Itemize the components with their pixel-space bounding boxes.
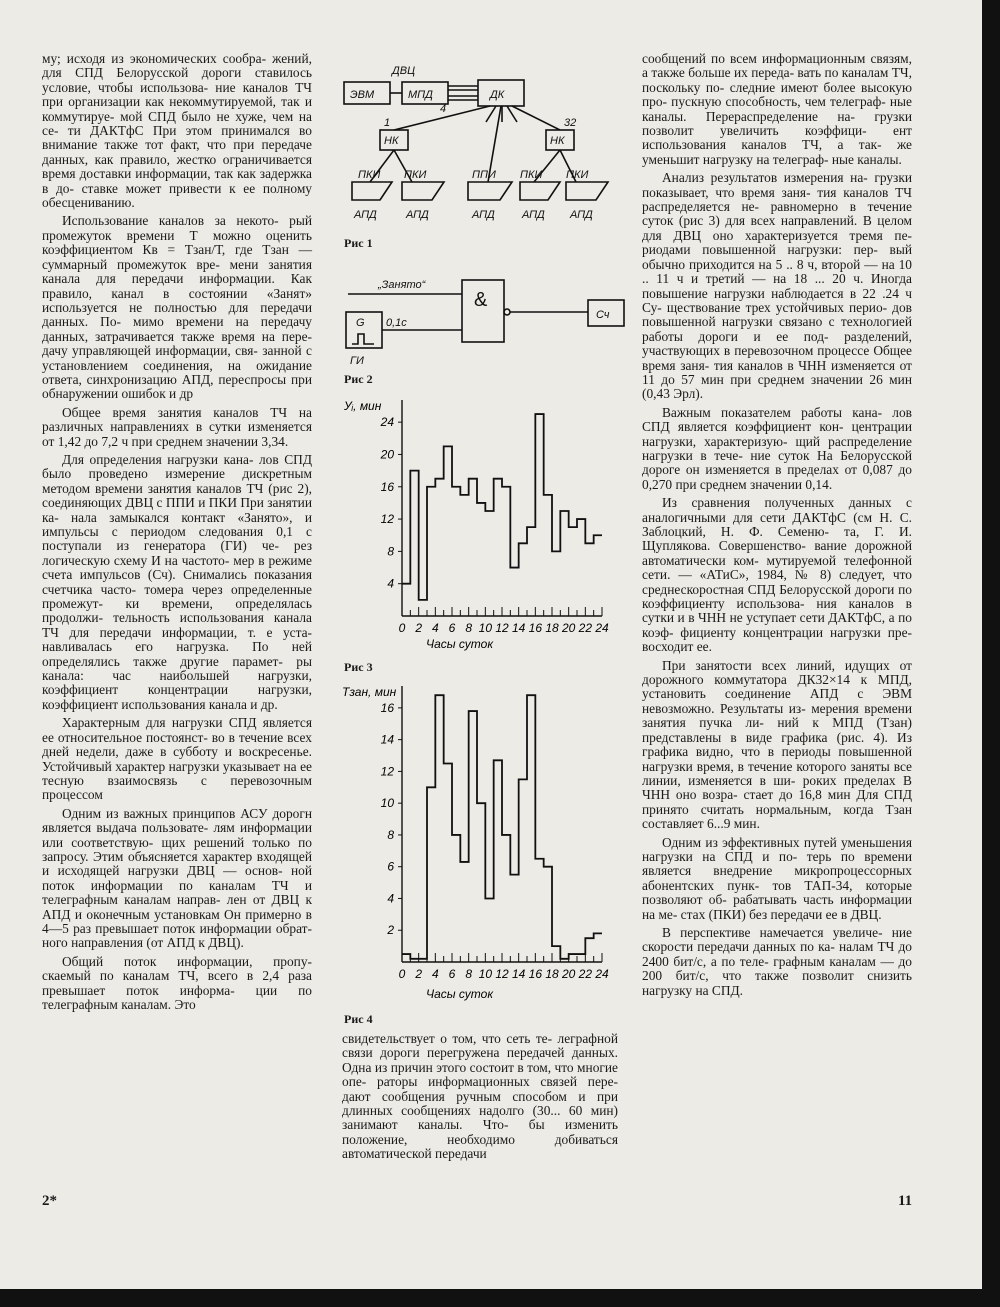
- nk-index-32: 32: [564, 117, 577, 129]
- terminal-label: ПКИ: [566, 169, 589, 181]
- terminal-label: ПКИ: [520, 169, 543, 181]
- right-text-column: [642, 52, 912, 1002]
- x-tick-label: 6: [448, 621, 456, 635]
- figure-3-load-chart: [340, 396, 620, 654]
- x-tick-label: 18: [545, 967, 559, 981]
- nk-index-1: 1: [384, 117, 391, 129]
- x-tick-label: 24: [595, 621, 609, 635]
- terminal-pki-1: [352, 182, 392, 200]
- terminal-pki-3: [520, 182, 560, 200]
- y-tick-label: 16: [380, 479, 394, 494]
- x-tick-label: 22: [578, 621, 593, 635]
- x-axis-label: Часы суток: [426, 637, 493, 651]
- x-tick-label: 8: [465, 967, 473, 981]
- period-label: 0,1с: [386, 317, 407, 329]
- y-tick-label: 24: [380, 415, 394, 430]
- gate-output: [504, 309, 510, 315]
- paragraph: сообщений по всем информационным связям, а также больше их переда- вать по каналам ТЧ, поскольку по- следние имеют более высокую про- пускную способность, чем телеграф- ные каналы. Перераспределение на- грузки позволит увеличить коэффици- ент использования каналов ТЧ, а так- же уменьшит нагрузку на телеграф- ные каналы.: [642, 51, 912, 167]
- dvc-label: ДВЦ: [392, 65, 416, 77]
- figure-2-caption: Рис 2: [344, 372, 373, 386]
- y-tick-label: 6: [387, 859, 394, 874]
- y-tick-label: 2: [387, 923, 394, 938]
- paragraph: му; исходя из экономических сообра- жений, для СПД Белорусской дороги ставилось условие, чтобы использова- ние каналов ТЧ при организации как некоммутируемой, так и коммутируе- мой СПД было не хуже, чем на се- ти ДАКТфС При этом принимался во внимание также тот факт, что при передаче данных, как правило, жестко ограничивается время доставки информации, так как задержка в до- ставке может привести к ее полному обесцениванию.: [42, 51, 312, 211]
- x-tick-label: 0: [398, 621, 406, 635]
- x-tick-label: 16: [528, 621, 543, 635]
- left-text-column: [42, 52, 312, 1016]
- page-number: 11: [898, 1193, 913, 1209]
- x-tick-label: 6: [448, 967, 456, 981]
- x-tick-label: 20: [561, 621, 576, 635]
- paragraph: Одним из важных принципов АСУ дорогн является выдача пользовате- лям информации или соответствую- щих решений только по запросу. Этим объясняется характер входящей и исходящей нагрузки ДВЦ — основ- ной поток информации по каналам ТЧ и телеграфным каналам направ- лен от ДВЦ к АПД и оконечным установкам Он примерно в 4—5 раз превышает поток информации обрат- ного направления (от АПД к ДВЦ).: [42, 805, 312, 951]
- x-tick-label: 22: [578, 967, 593, 981]
- paragraph: Одним из эффективных путей уменьшения нагрузки на СПД и по- терь по времени является внедрение микропроцессорных абонентских пунк- тов ТАП-34, которые позволяют об- рабатывать часть информации на ме- стах (ПКИ) без передачи ее в ДВЦ.: [642, 834, 912, 922]
- x-tick-label: 2: [415, 967, 423, 981]
- apd-label: АПД: [522, 209, 545, 221]
- x-tick-label: 20: [561, 967, 576, 981]
- x-tick-label: 24: [595, 967, 609, 981]
- book-spine: [982, 0, 1000, 1307]
- terminal-pki-4: [566, 182, 608, 200]
- y-tick-label: 20: [380, 447, 394, 462]
- apd-label: АПД: [406, 209, 429, 221]
- figure-1-network-diagram: [340, 58, 630, 228]
- x-tick-label: 18: [545, 621, 559, 635]
- figure-4-busy-time-chart: [340, 682, 620, 1006]
- line-count-4: 4: [440, 103, 447, 115]
- paragraph: Для определения нагрузки кана- лов СПД было проведено измерение дискретным методом времени занятия каналов ТЧ (рис 2), соединяющих ДВЦ с ППИ и ПКИ При занятии ка- нала замыкался контакт «Занято», и импульсы с периодом следования 0,1 с поступали из генератора (ГИ) че- рез логическую схему И на частото- мер в режиме счета импульсов (Сч). Снимались показания счетчика часто- томера через определенные промежут- ки времени, определялась продолжи- тельность использования канала ТЧ для передачи информации, т. е уста- навливалась его нагрузка. По ней определялись также другие парамет- ры канала: час наибольшей нагрузки, коэффициент концентрации нагрузки, коэффициент использования канала и др.: [42, 451, 312, 712]
- y-tick-label: 8: [387, 544, 394, 559]
- x-tick-label: 14: [511, 967, 526, 981]
- figure-2-circuit: [340, 268, 630, 368]
- y-axis-label: Уᵢ, мин: [344, 399, 382, 413]
- y-tick-label: 16: [380, 700, 394, 715]
- gi-label: ГИ: [350, 355, 364, 367]
- terminal-label: ПКИ: [358, 169, 381, 181]
- x-tick-label: 10: [478, 621, 493, 635]
- paragraph: Важным показателем работы кана- лов СПД является коэффициент кон- центрации нагрузки, характеризую- щий распределение нагрузки в тече- ние суток На Белорусской дороге он изменяется в пределах от 0,087 до 0,270 при среднем значении 0,14.: [642, 404, 912, 492]
- terminal-ppi: [468, 182, 512, 200]
- y-tick-label: 8: [387, 827, 394, 842]
- load-series-line: [402, 695, 602, 959]
- paragraph: Анализ результатов измерения на- грузки показывает, что время заня- тия каналов ТЧ распределяется не- равномерно в течение суток (рис 3) для всех направлений. В целом для ДВЦ оно характеризуется тремя пе- риодами повышенной нагрузки: пер- вый обычно приходится на 5 .. 8 ч, второй — на 10 .. 11 ч и третий — на 18 ... 20 ч. Иногда повышение нагрузки наблюдается в 22 .24 ч Су- ществование трех устойчивых перио- дов повышенной нагрузки связано с технологией работы дороги и ее под- разделений, участвующих в перевозочном процессе Общее время заня- тия каналов в ЧНН изменяется от 11 до 57 мин при среднем значении 26 мин (0,43 Эрл).: [642, 170, 912, 402]
- x-axis-label: Часы суток: [426, 987, 493, 1001]
- sch-label: Сч: [596, 309, 610, 321]
- y-tick-label: 10: [380, 796, 394, 811]
- y-tick-label: 4: [387, 576, 394, 591]
- zanyato-label: „Занято“: [378, 279, 426, 291]
- and-symbol: &: [474, 289, 488, 311]
- nk-label-1: НК: [384, 135, 399, 147]
- x-tick-label: 2: [415, 621, 423, 635]
- x-tick-label: 4: [431, 967, 439, 981]
- nk-label-32: НК: [550, 135, 565, 147]
- x-tick-label: 0: [398, 967, 406, 981]
- x-tick-label: 4: [431, 621, 439, 635]
- x-tick-label: 14: [511, 621, 526, 635]
- apd-label: АПД: [354, 209, 377, 221]
- figure-3-caption: Рис 3: [344, 660, 373, 674]
- y-tick-label: 12: [380, 764, 394, 779]
- figure-1-caption: Рис 1: [344, 236, 373, 250]
- paragraph: Использование каналов за некото- рый промежуток времени Т можно оценить коэффициентом Кв = Тзан/Т, где Тзан — суммарный промежуток вре- мени занятия канала для передачи информации. Как правило, канал в состоянии «Занят» используется не полностью для передачи данных. По- мимо времени на передачу данных, затрачивается также время на пере- дачу управляющей информации, свя- занной с установлением соединения, на ожидание ответа, синхронизацию АПД, переспросы при обнаружении ошибок и др: [42, 213, 312, 402]
- y-tick-label: 4: [387, 891, 394, 906]
- scan-edge: [0, 1289, 1000, 1307]
- x-tick-label: 12: [495, 967, 509, 981]
- y-tick-label: 12: [380, 512, 394, 527]
- load-series-line: [402, 414, 602, 600]
- y-tick-label: 14: [380, 732, 394, 747]
- paragraph: В перспективе намечается увеличе- ние скорости передачи данных по ка- налам ТЧ до 2400 бит/с, а по теле- графным каналам — до 200 бит/с, что также позволит снизить нагрузку на СПД.: [642, 924, 912, 998]
- paragraph: свидетельствует о том, что сеть те- леграфной связи дороги перегружена передачей данных. Одна из причин этого состоит в том, что многие опе- раторы информационных связей пере- дают сообщения ручным способом и при длинных сообщениях надолго (30... 60 мин) занимают каналы. Что- бы изменить положение, необходимо добиваться автоматической передачи: [342, 1031, 618, 1162]
- x-tick-label: 10: [478, 967, 493, 981]
- paragraph: Общее время занятия каналов ТЧ на различных направлениях в сутки изменяется от 1,42 до 7,2 ч при среднем значении 3,34.: [42, 404, 312, 449]
- terminal-pki-2: [402, 182, 444, 200]
- x-tick-label: 8: [465, 621, 473, 635]
- terminal-label: ППИ: [472, 169, 496, 181]
- terminal-label: ПКИ: [404, 169, 427, 181]
- paragraph: При занятости всех линий, идущих от дорожного коммутатора ДК32×14 к МПД, установить соединение АПД с ЭВМ невозможно. Результаты из- мерения времени занятия пучка ли- ний к МПД (Тзан) представлены в виде графика (рис. 4). Из графика видно, что в периоды повышенной нагрузки время, в течение которого заняты все линии, изменяется в ши- роких пределах В ЧНН оно возра- стает до 16,8 мин Для СПД принято считать нормальным, когда Тзан составляет 6...9 мин.: [642, 657, 912, 832]
- x-tick-label: 16: [528, 967, 543, 981]
- paragraph: Из сравнения полученных данных с аналогичными для сети ДАКТфС (см Н. С. Заблоцкий, Н. Ф. Семеню- та, Г. И. Щуплякова. Совершенство- вание дорожной автоматически ком- мутируемой телефонной сети. — «АТиС», 1984, № 8) следует, что среднескоростная СПД Белорусской дороги по коэффициенту использова- ния каналов в сутки и в ЧНН не уступает сети ДАКТфС, а по коэф- фициенту концентрации нагрузки пре- восходит ее.: [642, 495, 912, 655]
- g-label: G: [356, 317, 365, 329]
- middle-text-column: [342, 1032, 618, 1166]
- apd-label: АПД: [472, 209, 495, 221]
- paragraph: Общий поток информации, пропу- скаемый по каналам ТЧ, всего в 2,4 раза превышает поток информа- ции по телеграфным каналам. Это: [42, 953, 312, 1012]
- page-signature: 2*: [42, 1193, 57, 1209]
- mpd-label: МПД: [408, 89, 433, 101]
- paragraph: Характерным для нагрузки СПД является ее относительное постоянст- во в течение всех дней недели, даже в субботу и воскресенье. Устойчивый характер нагрузки указывает на ее тесную взаимосвязь с перевозочным процессом: [42, 715, 312, 803]
- x-tick-label: 12: [495, 621, 509, 635]
- dk-label: ДК: [490, 89, 505, 101]
- apd-label: АПД: [570, 209, 593, 221]
- evm-label: ЭВМ: [350, 89, 375, 101]
- y-axis-label: Тзан, мин: [342, 685, 397, 699]
- figure-4-caption: Рис 4: [344, 1012, 373, 1026]
